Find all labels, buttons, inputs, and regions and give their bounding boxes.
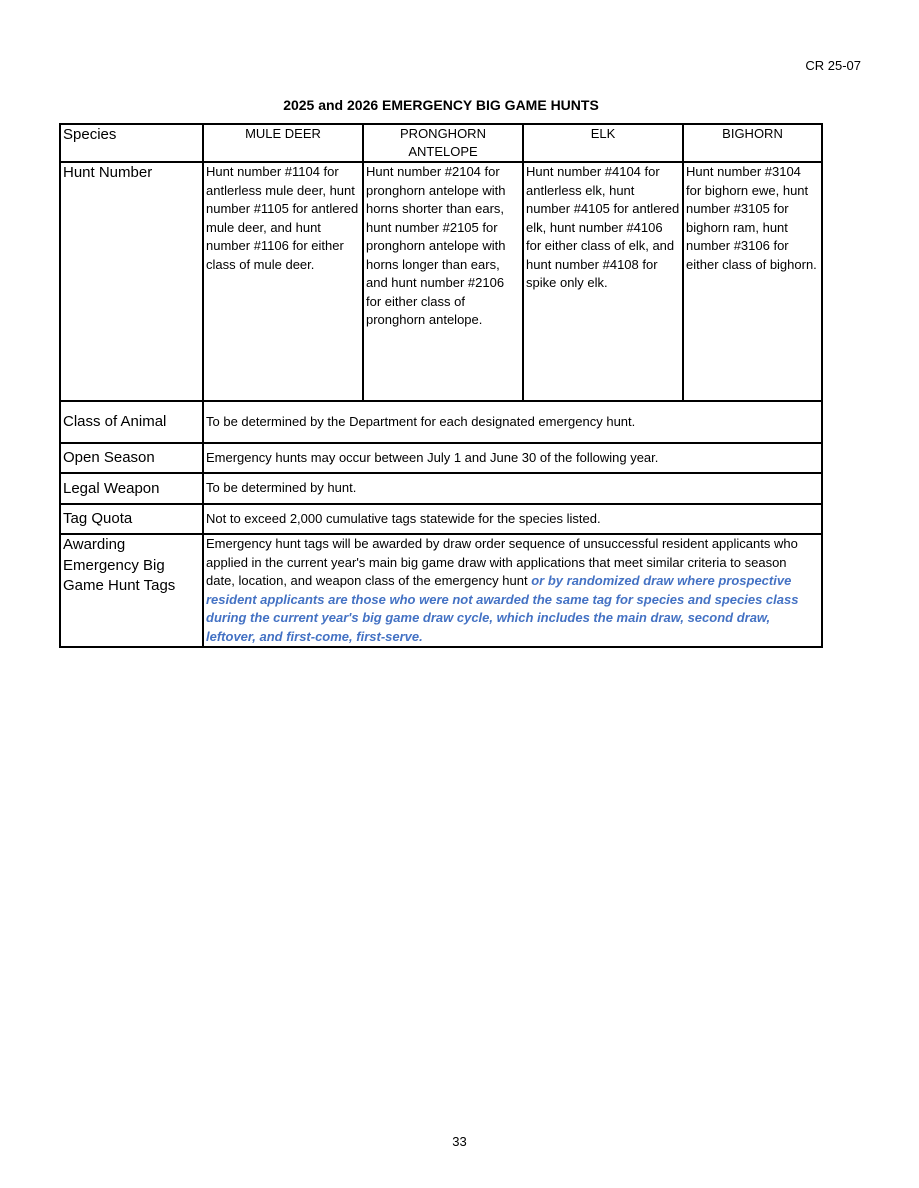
species-label: Species (60, 124, 203, 162)
page-title: 2025 and 2026 EMERGENCY BIG GAME HUNTS (283, 97, 599, 113)
class-label: Class of Animal (60, 401, 203, 443)
awarding-row (60, 534, 822, 647)
quota-value: Not to exceed 2,000 cumulative tags statewide for the species listed. (203, 504, 822, 534)
awarding-label: Awarding Emergency Big Game Hunt Tags (60, 534, 203, 647)
species-elk: ELK (523, 124, 683, 162)
species-pronghorn-antelope: PRONGHORN ANTELOPE (363, 124, 523, 162)
weapon-label: Legal Weapon (60, 473, 203, 504)
weapon-value: To be determined by hunt. (203, 473, 822, 504)
class-value: To be determined by the Department for each designated emergency hunt. (203, 401, 822, 443)
hunt-number-mule-deer: Hunt number #1104 for antlerless mule deer, hunt number #1105 for antlered mule deer, and hunt number #1106 for either class of mule deer. (203, 162, 363, 401)
species-row (60, 124, 822, 162)
weapon-row (60, 473, 822, 504)
season-label: Open Season (60, 443, 203, 473)
awarding-text: Emergency hunt tags will be awarded by draw order sequence of unsuccessful resident applicants who applied in the current year's main big game draw with applications that meet similar criteria to season date, location, and weapon class of the emergency hunt (206, 536, 798, 588)
hunt-number-bighorn: Hunt number #3104 for bighorn ewe, hunt number #3105 for bighorn ram, hunt number #3106 for either class of bighorn. (683, 162, 822, 401)
species-bighorn: BIGHORN (683, 124, 822, 162)
quota-label: Tag Quota (60, 504, 203, 534)
document-id: CR 25-07 (805, 58, 861, 73)
species-mule-deer: MULE DEER (203, 124, 363, 162)
season-value: Emergency hunts may occur between July 1 and June 30 of the following year. (203, 443, 822, 473)
hunt-number-label: Hunt Number (60, 162, 203, 401)
season-row (60, 443, 822, 473)
class-row (60, 401, 822, 443)
hunts-table (59, 123, 823, 648)
awarding-added-text: or by randomized draw where prospective resident applicants are those who were not awarded the same tag for species and species class during the current year's big game draw cycle, which includes the main draw, second draw, leftover, and first-come, first-serve. (206, 573, 799, 644)
hunt-number-row (60, 162, 822, 401)
page-number: 33 (452, 1134, 467, 1149)
hunt-number-elk: Hunt number #4104 for antlerless elk, hunt number #4105 for antlered elk, hunt number #4106 for either class of elk, and hunt number #4108 for spike only elk. (523, 162, 683, 401)
quota-row (60, 504, 822, 534)
awarding-value (203, 534, 822, 647)
hunt-number-pronghorn: Hunt number #2104 for pronghorn antelope with horns shorter than ears, hunt number #2105 for pronghorn antelope with horns longer than ears, and hunt number #2106 for either class of pronghorn antelope. (363, 162, 523, 401)
